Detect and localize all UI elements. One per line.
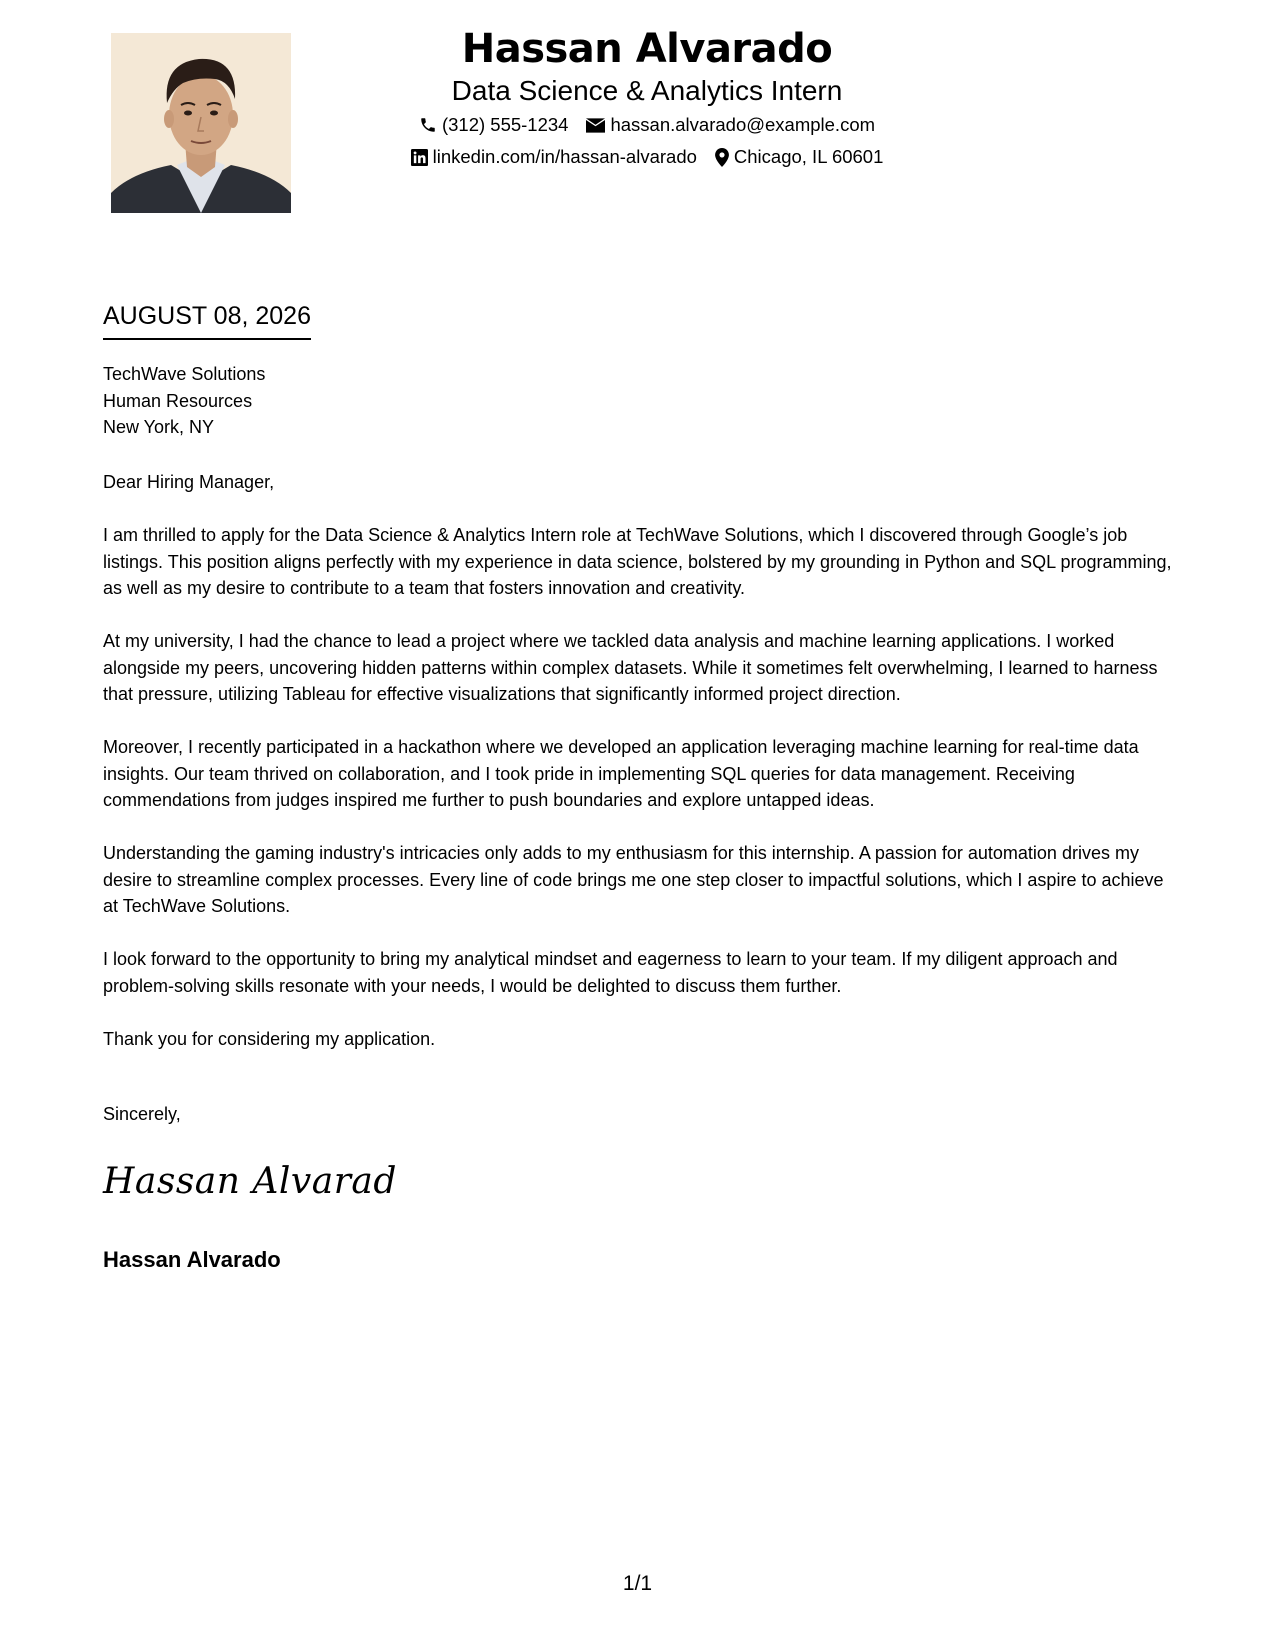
recipient-company: TechWave Solutions (103, 364, 266, 384)
portrait-illustration (111, 33, 291, 213)
phone-text[interactable]: (312) 555-1234 (441, 114, 569, 135)
recipient-department: Human Resources (103, 390, 253, 411)
map-pin-icon (715, 148, 729, 167)
body-paragraph: Understanding the gaming industry's intricacies only adds to my enthusiasm for this internship. A passion for automation drives my desire to streamline complex processes. Every line of code brings me one step closer to impactful solutions, which I aspire to achieve at TechWave Solutions. (103, 843, 1164, 916)
recipient-city: New York, NY (103, 417, 215, 437)
contact-row-primary (300, 114, 994, 136)
applicant-role: Data Science & Analytics Intern (451, 75, 843, 106)
profile-photo (111, 33, 291, 213)
envelope-icon (586, 118, 605, 133)
email-text[interactable]: hassan.alvarado@example.com (610, 114, 876, 135)
body-paragraph: I am thrilled to apply for the Data Science & Analytics Intern role at TechWave Solutions, which I discovered through Google’s job listings. This position aligns perfectly with my experience in data science, bolstered by my grounding in Python and SQL programming, as well as my desire to contribute to a team that fosters innovation and creativity. (103, 525, 1172, 598)
contact-email (586, 114, 875, 136)
recipient-block (103, 361, 265, 441)
body-paragraph: At my university, I had the chance to lead a project where we tackled data analysis and machine learning applications. I worked alongside my peers, uncovering hidden patterns within complex datasets. While it sometimes felt overwhelming, I learned to harness that pressure, utilizing Tableau for effective visualizations that significantly informed project direction. (103, 631, 1158, 704)
contact-location (715, 146, 883, 168)
body-paragraph: Moreover, I recently participated in a hackathon where we developed an application leveraging machine learning for real-time data insights. Our team thrived on collaboration, and I took pride in implementing SQL queries for data management. Receiving commendations from judges inspired me further to push boundaries and explore untapped ideas. (103, 737, 1139, 810)
contact-row-secondary (300, 146, 994, 168)
location-text: Chicago, IL 60601 (733, 146, 884, 167)
salutation: Dear Hiring Manager, (103, 472, 275, 492)
signer-name: Hassan Alvarado (103, 1247, 281, 1272)
letter-header (300, 24, 994, 168)
closing: Sincerely, (103, 1104, 181, 1124)
letter-date: AUGUST 08, 2026 (103, 300, 311, 340)
contact-linkedin (411, 146, 697, 168)
page-indicator: 1/1 (622, 1572, 653, 1595)
phone-icon (419, 116, 437, 134)
body-paragraph: Thank you for considering my application. (103, 1028, 436, 1049)
body-paragraph: I look forward to the opportunity to bring my analytical mindset and eagerness to learn to your team. If my diligent approach and problem-solving skills resonate with your needs, I would be delighted to discuss them further. (103, 949, 1118, 996)
letter-body (103, 469, 1178, 1079)
signature: Hassan Alvarad (103, 1161, 397, 1202)
applicant-name: Hassan Alvarado (461, 26, 833, 72)
linkedin-text[interactable]: linkedin.com/in/hassan-alvarado (432, 146, 697, 167)
linkedin-icon (411, 149, 428, 166)
contact-phone (419, 114, 569, 136)
